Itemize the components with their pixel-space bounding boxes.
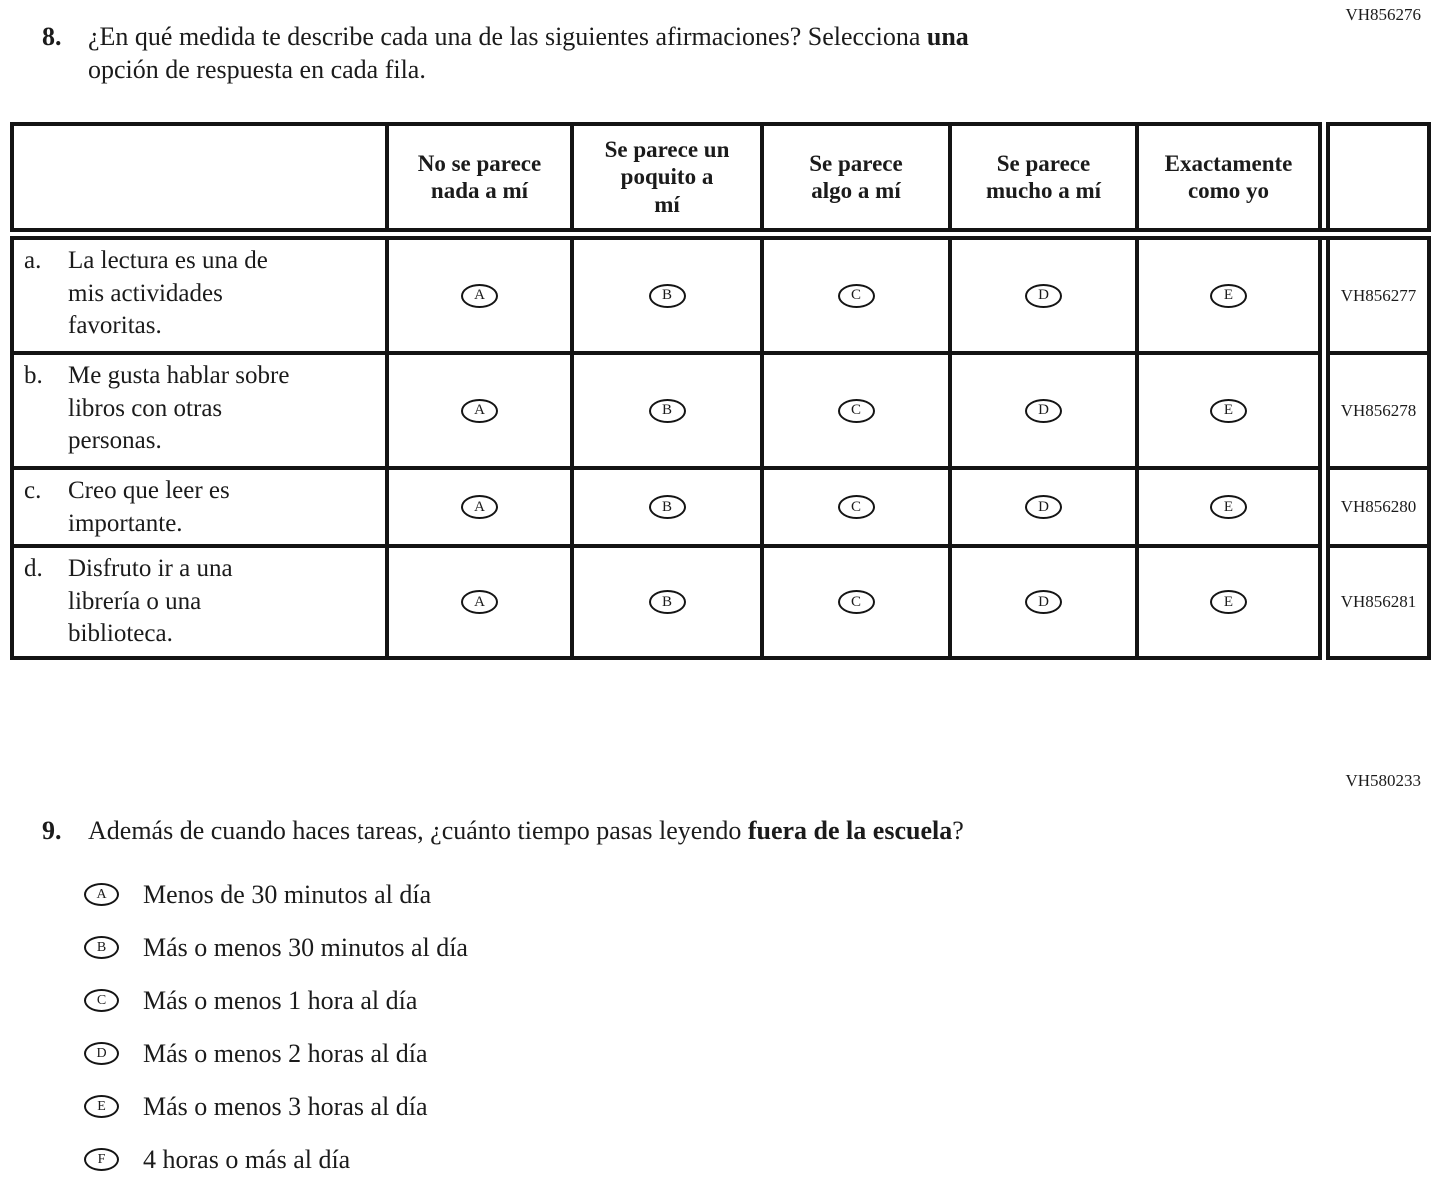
q8-row-d — [12, 546, 1429, 658]
q9-option-D-label: Más o menos 2 horas al día — [143, 1038, 428, 1068]
q9-option-E — [84, 1080, 468, 1133]
question-8-text-part2: opción de respuesta en cada fila. — [88, 55, 426, 85]
q8-row-b-stem — [12, 353, 387, 468]
q8-row-c-option-D[interactable]: D — [1025, 495, 1062, 519]
q8-row-d-code: VH856281 — [1324, 546, 1429, 658]
q8-row-c-stem — [12, 468, 387, 546]
question-8 — [42, 20, 969, 86]
q8-row-a-code: VH856277 — [1324, 234, 1429, 353]
q9-option-C-label: Más o menos 1 hora al día — [143, 985, 418, 1015]
q8-row-a-option-E[interactable]: E — [1210, 284, 1247, 308]
q8-row-a-option-C[interactable]: C — [838, 284, 875, 308]
q8-row-c-option-C[interactable]: C — [838, 495, 875, 519]
q9-option-F-bubble[interactable]: F — [84, 1148, 119, 1171]
q8-row-c-code: VH856280 — [1324, 468, 1429, 546]
q8-header-stem-empty — [12, 124, 387, 234]
q8-row-a-option-B[interactable]: B — [649, 284, 686, 308]
q8-col-header-2: Se parece algo a mí — [762, 124, 950, 234]
q8-row-c-text: Creo que leer es importante. — [68, 477, 230, 537]
q9-option-D-bubble[interactable]: D — [84, 1042, 119, 1065]
q8-col-header-0: No se parece nada a mí — [387, 124, 572, 234]
question-8-text-part1: ¿En qué medida te describe cada una de las siguientes afirmaciones? Selecciona — [88, 22, 921, 51]
question-9-text — [88, 814, 964, 847]
question-8-text-bold: una — [926, 22, 969, 51]
q8-row-d-text: Disfruto ir a una librería o una biblioteca. — [68, 555, 233, 647]
q8-row-d-option-B[interactable]: B — [649, 590, 686, 614]
q8-row-d-option-D[interactable]: D — [1025, 590, 1062, 614]
question-9-number: 9. — [42, 816, 62, 845]
q8-col-header-1: Se parece un poquito a mí — [572, 124, 762, 234]
question-9-text-part1: Además de cuando haces tareas, ¿cuánto tiempo pasas leyendo — [88, 816, 742, 845]
q9-option-F-label: 4 horas o más al día — [143, 1144, 351, 1174]
q8-row-a-stem — [12, 234, 387, 353]
q9-option-F — [84, 1133, 468, 1186]
question-9-text-bold: fuera de la escuela — [747, 816, 953, 845]
item-code-q9: VH580233 — [1345, 771, 1421, 790]
q8-row-a-option-D[interactable]: D — [1025, 284, 1062, 308]
q8-row-b — [12, 353, 1429, 468]
q8-row-b-option-E[interactable]: E — [1210, 399, 1247, 423]
item-code-q8: VH856276 — [1345, 5, 1421, 24]
q8-col-header-4: Exactamente como yo — [1137, 124, 1324, 234]
q8-row-b-option-B[interactable]: B — [649, 399, 686, 423]
q8-row-d-label: d. — [24, 555, 43, 582]
q8-response-matrix — [10, 122, 1431, 660]
q8-row-c-option-B[interactable]: B — [649, 495, 686, 519]
q8-row-b-option-A[interactable]: A — [461, 399, 498, 423]
question-8-number: 8. — [42, 22, 62, 51]
q8-row-c-label: c. — [24, 477, 42, 504]
q9-option-B-label: Más o menos 30 minutos al día — [143, 932, 468, 962]
q8-row-d-stem — [12, 546, 387, 658]
q8-row-a — [12, 234, 1429, 353]
q9-option-A-bubble[interactable]: A — [84, 883, 119, 906]
q8-header-code-empty — [1324, 124, 1429, 234]
q8-row-d-option-C[interactable]: C — [838, 590, 875, 614]
q8-col-header-3: Se parece mucho a mí — [950, 124, 1137, 234]
q8-row-d-option-E[interactable]: E — [1210, 590, 1247, 614]
q8-row-a-label: a. — [24, 247, 42, 274]
q8-row-c-option-E[interactable]: E — [1210, 495, 1247, 519]
q9-options-list — [84, 868, 468, 1186]
question-8-text — [88, 20, 969, 86]
q9-option-E-label: Más o menos 3 horas al día — [143, 1091, 428, 1121]
q8-row-a-text: La lectura es una de mis actividades favoritas. — [68, 247, 268, 339]
q8-row-b-option-D[interactable]: D — [1025, 399, 1062, 423]
q9-option-D — [84, 1027, 468, 1080]
q9-option-E-bubble[interactable]: E — [84, 1095, 119, 1118]
q8-row-d-option-A[interactable]: A — [461, 590, 498, 614]
question-9-text-part2: ? — [952, 816, 964, 845]
q8-row-b-option-C[interactable]: C — [838, 399, 875, 423]
q9-option-A — [84, 868, 468, 921]
q9-option-C-bubble[interactable]: C — [84, 989, 119, 1012]
q8-row-b-text: Me gusta hablar sobre libros con otras personas. — [68, 362, 290, 454]
q8-row-a-option-A[interactable]: A — [461, 284, 498, 308]
q8-header-row — [12, 124, 1429, 234]
q8-row-b-code: VH856278 — [1324, 353, 1429, 468]
q9-option-A-label: Menos de 30 minutos al día — [143, 879, 432, 909]
question-9 — [42, 814, 964, 847]
q9-option-B — [84, 921, 468, 974]
q8-row-b-label: b. — [24, 362, 43, 389]
q8-row-c-option-A[interactable]: A — [461, 495, 498, 519]
q9-option-B-bubble[interactable]: B — [84, 936, 119, 959]
q9-option-C — [84, 974, 468, 1027]
q8-row-c — [12, 468, 1429, 546]
